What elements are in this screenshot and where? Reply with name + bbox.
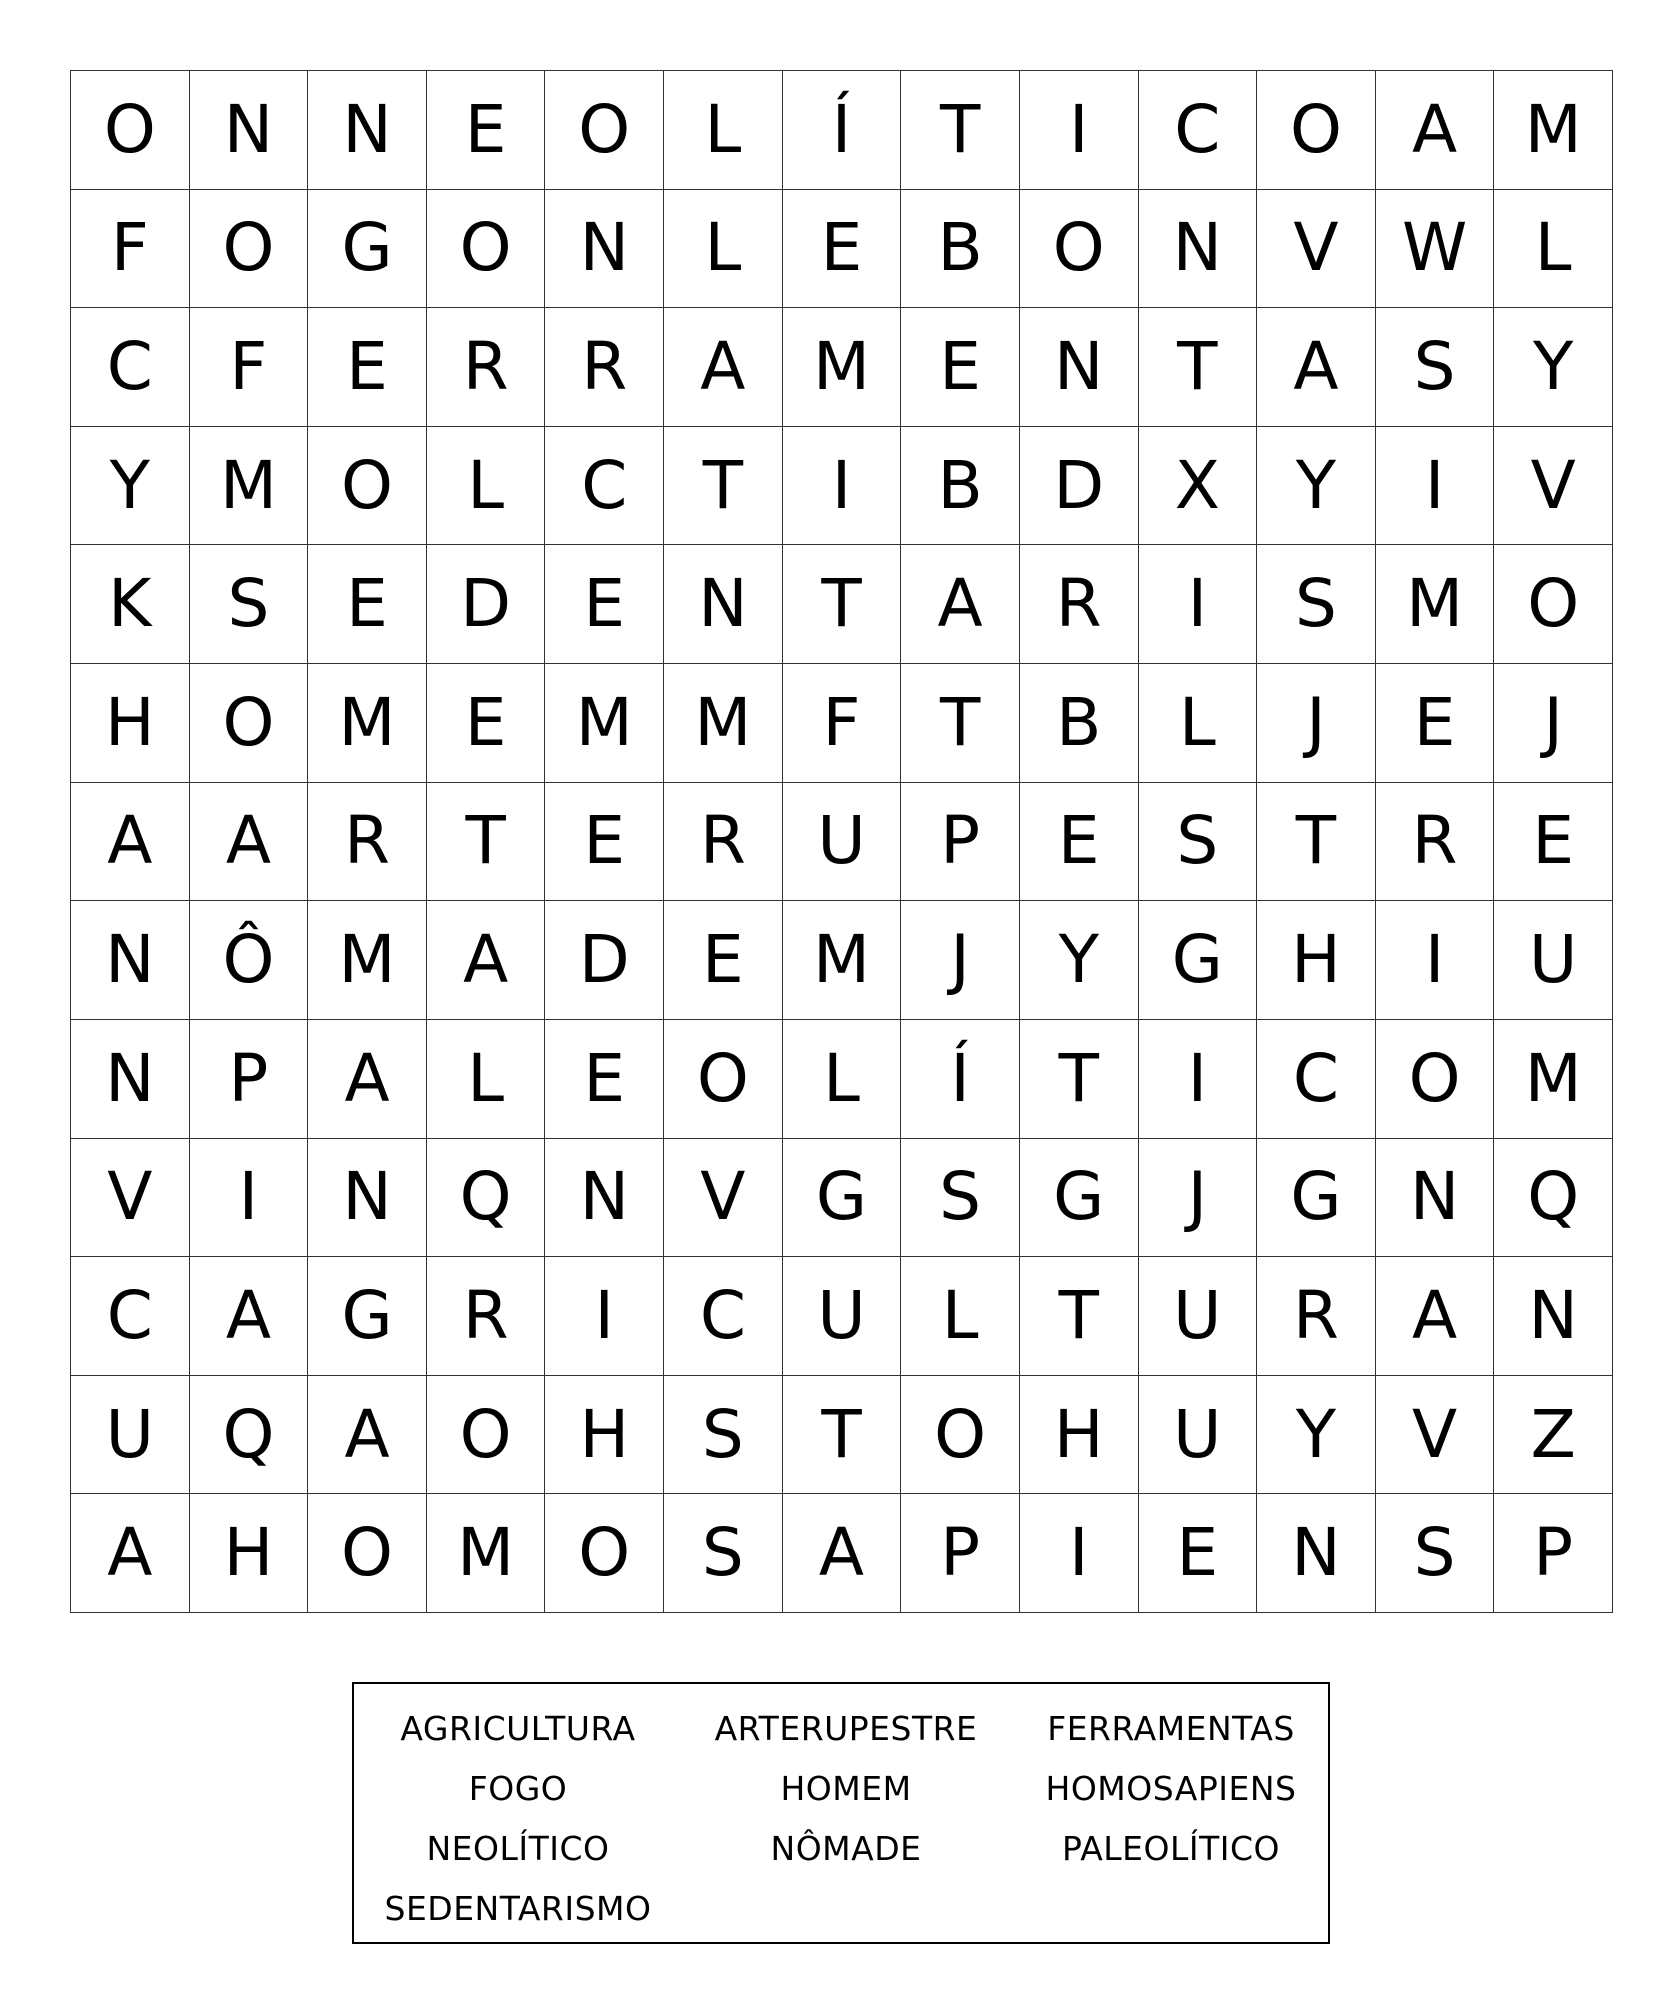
grid-cell-r4-c11[interactable]: Y	[1257, 427, 1376, 546]
grid-cell-r7-c10[interactable]: S	[1139, 783, 1258, 902]
grid-cell-r10-c7[interactable]: G	[783, 1139, 902, 1258]
grid-cell-r8-c12[interactable]: I	[1376, 901, 1495, 1020]
grid-cell-r2-c9[interactable]: O	[1020, 190, 1139, 309]
grid-cell-r5-c12[interactable]: M	[1376, 545, 1495, 664]
grid-cell-r3-c2[interactable]: F	[190, 308, 309, 427]
grid-cell-r12-c5[interactable]: H	[545, 1376, 664, 1495]
grid-cell-r7-c11[interactable]: T	[1257, 783, 1376, 902]
grid-cell-r12-c2[interactable]: Q	[190, 1376, 309, 1495]
grid-cell-r10-c13[interactable]: Q	[1494, 1139, 1613, 1258]
grid-cell-r5-c2[interactable]: S	[190, 545, 309, 664]
grid-cell-r12-c8[interactable]: O	[901, 1376, 1020, 1495]
grid-cell-r1-c7[interactable]: Í	[783, 71, 902, 190]
grid-cell-r3-c8[interactable]: E	[901, 308, 1020, 427]
grid-cell-r12-c6[interactable]: S	[664, 1376, 783, 1495]
grid-cell-r9-c5[interactable]: E	[545, 1020, 664, 1139]
grid-cell-r7-c9[interactable]: E	[1020, 783, 1139, 902]
grid-cell-r13-c1[interactable]: A	[71, 1494, 190, 1613]
word-list-item: HOMOSAPIENS	[1045, 1768, 1297, 1808]
grid-cell-r3-c7[interactable]: M	[783, 308, 902, 427]
grid-cell-r4-c9[interactable]: D	[1020, 427, 1139, 546]
grid-cell-r11-c11[interactable]: R	[1257, 1257, 1376, 1376]
grid-cell-r7-c3[interactable]: R	[308, 783, 427, 902]
grid-cell-r10-c12[interactable]: N	[1376, 1139, 1495, 1258]
grid-cell-r12-c9[interactable]: H	[1020, 1376, 1139, 1495]
grid-cell-r12-c13[interactable]: Z	[1494, 1376, 1613, 1495]
grid-cell-r8-c7[interactable]: M	[783, 901, 902, 1020]
word-list-item: SEDENTARISMO	[384, 1888, 652, 1928]
grid-cell-r9-c8[interactable]: Í	[901, 1020, 1020, 1139]
grid-cell-r12-c12[interactable]: V	[1376, 1376, 1495, 1495]
letter-grid	[70, 70, 1613, 1613]
word-list-item: HOMEM	[780, 1768, 912, 1808]
grid-cell-r7-c5[interactable]: E	[545, 783, 664, 902]
grid-cell-r5-c6[interactable]: N	[664, 545, 783, 664]
grid-cell-r4-c6[interactable]: T	[664, 427, 783, 546]
grid-cell-r2-c1[interactable]: F	[71, 190, 190, 309]
grid-cell-r4-c12[interactable]: I	[1376, 427, 1495, 546]
grid-cell-r2-c4[interactable]: O	[427, 190, 546, 309]
word-list-item: AGRICULTURA	[400, 1708, 636, 1748]
grid-cell-r3-c10[interactable]: T	[1139, 308, 1258, 427]
grid-cell-r13-c5[interactable]: O	[545, 1494, 664, 1613]
word-list-item: NÔMADE	[770, 1828, 922, 1868]
grid-cell-r6-c1[interactable]: H	[71, 664, 190, 783]
grid-cell-r11-c2[interactable]: A	[190, 1257, 309, 1376]
grid-cell-r12-c3[interactable]: A	[308, 1376, 427, 1495]
grid-cell-r2-c11[interactable]: V	[1257, 190, 1376, 309]
grid-cell-r10-c6[interactable]: V	[664, 1139, 783, 1258]
grid-cell-r13-c4[interactable]: M	[427, 1494, 546, 1613]
grid-cell-r9-c7[interactable]: L	[783, 1020, 902, 1139]
grid-cell-r10-c5[interactable]: N	[545, 1139, 664, 1258]
grid-cell-r4-c8[interactable]: B	[901, 427, 1020, 546]
grid-cell-r3-c12[interactable]: S	[1376, 308, 1495, 427]
grid-cell-r5-c7[interactable]: T	[783, 545, 902, 664]
grid-cell-r5-c10[interactable]: I	[1139, 545, 1258, 664]
grid-cell-r11-c9[interactable]: T	[1020, 1257, 1139, 1376]
grid-cell-r8-c8[interactable]: J	[901, 901, 1020, 1020]
grid-cell-r13-c10[interactable]: E	[1139, 1494, 1258, 1613]
grid-cell-r13-c8[interactable]: P	[901, 1494, 1020, 1613]
grid-cell-r4-c7[interactable]: I	[783, 427, 902, 546]
grid-cell-r4-c2[interactable]: M	[190, 427, 309, 546]
grid-cell-r3-c1[interactable]: C	[71, 308, 190, 427]
word-list-item: FERRAMENTAS	[1047, 1708, 1295, 1748]
grid-cell-r11-c12[interactable]: A	[1376, 1257, 1495, 1376]
grid-cell-r9-c12[interactable]: O	[1376, 1020, 1495, 1139]
grid-cell-r9-c10[interactable]: I	[1139, 1020, 1258, 1139]
grid-cell-r12-c1[interactable]: U	[71, 1376, 190, 1495]
grid-cell-r7-c4[interactable]: T	[427, 783, 546, 902]
grid-cell-r12-c4[interactable]: O	[427, 1376, 546, 1495]
grid-cell-r10-c10[interactable]: J	[1139, 1139, 1258, 1258]
grid-cell-r13-c6[interactable]: S	[664, 1494, 783, 1613]
grid-cell-r5-c1[interactable]: K	[71, 545, 190, 664]
grid-cell-r6-c13[interactable]: J	[1494, 664, 1613, 783]
grid-cell-r8-c6[interactable]: E	[664, 901, 783, 1020]
grid-cell-r7-c12[interactable]: R	[1376, 783, 1495, 902]
grid-cell-r9-c6[interactable]: O	[664, 1020, 783, 1139]
grid-cell-r10-c3[interactable]: N	[308, 1139, 427, 1258]
grid-cell-r11-c5[interactable]: I	[545, 1257, 664, 1376]
grid-cell-r4-c10[interactable]: X	[1139, 427, 1258, 546]
grid-cell-r13-c2[interactable]: H	[190, 1494, 309, 1613]
grid-cell-r3-c11[interactable]: A	[1257, 308, 1376, 427]
grid-cell-r10-c4[interactable]: Q	[427, 1139, 546, 1258]
grid-cell-r4-c1[interactable]: Y	[71, 427, 190, 546]
grid-cell-r8-c1[interactable]: N	[71, 901, 190, 1020]
grid-cell-r8-c13[interactable]: U	[1494, 901, 1613, 1020]
grid-cell-r8-c9[interactable]: Y	[1020, 901, 1139, 1020]
word-list-item: FOGO	[468, 1768, 568, 1808]
grid-cell-r1-c1[interactable]: O	[71, 71, 190, 190]
grid-cell-r12-c10[interactable]: U	[1139, 1376, 1258, 1495]
grid-cell-r1-c8[interactable]: T	[901, 71, 1020, 190]
word-list	[352, 1682, 1330, 1944]
grid-cell-r1-c9[interactable]: I	[1020, 71, 1139, 190]
grid-cell-r6-c12[interactable]: E	[1376, 664, 1495, 783]
grid-cell-r10-c2[interactable]: I	[190, 1139, 309, 1258]
grid-cell-r1-c5[interactable]: O	[545, 71, 664, 190]
grid-cell-r9-c9[interactable]: T	[1020, 1020, 1139, 1139]
grid-cell-r5-c5[interactable]: E	[545, 545, 664, 664]
grid-cell-r6-c9[interactable]: B	[1020, 664, 1139, 783]
grid-cell-r4-c5[interactable]: C	[545, 427, 664, 546]
grid-cell-r5-c11[interactable]: S	[1257, 545, 1376, 664]
grid-cell-r10-c1[interactable]: V	[71, 1139, 190, 1258]
grid-cell-r1-c13[interactable]: M	[1494, 71, 1613, 190]
grid-cell-r11-c4[interactable]: R	[427, 1257, 546, 1376]
grid-cell-r10-c11[interactable]: G	[1257, 1139, 1376, 1258]
grid-cell-r5-c9[interactable]: R	[1020, 545, 1139, 664]
grid-cell-r1-c10[interactable]: C	[1139, 71, 1258, 190]
grid-cell-r7-c8[interactable]: P	[901, 783, 1020, 902]
grid-cell-r2-c13[interactable]: L	[1494, 190, 1613, 309]
grid-cell-r3-c13[interactable]: Y	[1494, 308, 1613, 427]
grid-cell-r11-c7[interactable]: U	[783, 1257, 902, 1376]
grid-cell-r5-c4[interactable]: D	[427, 545, 546, 664]
grid-cell-r3-c6[interactable]: A	[664, 308, 783, 427]
grid-cell-r7-c13[interactable]: E	[1494, 783, 1613, 902]
grid-cell-r9-c11[interactable]: C	[1257, 1020, 1376, 1139]
grid-cell-r10-c9[interactable]: G	[1020, 1139, 1139, 1258]
grid-cell-r11-c3[interactable]: G	[308, 1257, 427, 1376]
grid-cell-r13-c11[interactable]: N	[1257, 1494, 1376, 1613]
grid-cell-r7-c6[interactable]: R	[664, 783, 783, 902]
grid-cell-r2-c5[interactable]: N	[545, 190, 664, 309]
grid-cell-r4-c13[interactable]: V	[1494, 427, 1613, 546]
grid-cell-r6-c6[interactable]: M	[664, 664, 783, 783]
grid-cell-r1-c4[interactable]: E	[427, 71, 546, 190]
grid-cell-r2-c8[interactable]: B	[901, 190, 1020, 309]
grid-cell-r2-c6[interactable]: L	[664, 190, 783, 309]
grid-cell-r2-c12[interactable]: W	[1376, 190, 1495, 309]
grid-cell-r6-c3[interactable]: M	[308, 664, 427, 783]
grid-cell-r9-c2[interactable]: P	[190, 1020, 309, 1139]
grid-cell-r13-c12[interactable]: S	[1376, 1494, 1495, 1613]
grid-cell-r12-c7[interactable]: T	[783, 1376, 902, 1495]
grid-cell-r6-c7[interactable]: F	[783, 664, 902, 783]
grid-cell-r6-c5[interactable]: M	[545, 664, 664, 783]
grid-cell-r2-c3[interactable]: G	[308, 190, 427, 309]
grid-cell-r5-c8[interactable]: A	[901, 545, 1020, 664]
grid-cell-r6-c10[interactable]: L	[1139, 664, 1258, 783]
grid-cell-r8-c5[interactable]: D	[545, 901, 664, 1020]
grid-cell-r6-c4[interactable]: E	[427, 664, 546, 783]
word-list-item: PALEOLÍTICO	[1061, 1828, 1281, 1868]
grid-cell-r3-c4[interactable]: R	[427, 308, 546, 427]
grid-cell-r12-c11[interactable]: Y	[1257, 1376, 1376, 1495]
word-list-item: NEOLÍTICO	[426, 1828, 610, 1868]
grid-cell-r11-c6[interactable]: C	[664, 1257, 783, 1376]
grid-cell-r11-c8[interactable]: L	[901, 1257, 1020, 1376]
grid-cell-r3-c3[interactable]: E	[308, 308, 427, 427]
grid-cell-r9-c3[interactable]: A	[308, 1020, 427, 1139]
grid-cell-r6-c11[interactable]: J	[1257, 664, 1376, 783]
grid-cell-r7-c1[interactable]: A	[71, 783, 190, 902]
word-list-item: ARTERUPESTRE	[714, 1708, 978, 1748]
grid-cell-r4-c3[interactable]: O	[308, 427, 427, 546]
grid-cell-r8-c10[interactable]: G	[1139, 901, 1258, 1020]
grid-cell-r11-c1[interactable]: C	[71, 1257, 190, 1376]
grid-cell-r9-c1[interactable]: N	[71, 1020, 190, 1139]
grid-cell-r8-c2[interactable]: Ô	[190, 901, 309, 1020]
grid-cell-r2-c7[interactable]: E	[783, 190, 902, 309]
grid-cell-r3-c5[interactable]: R	[545, 308, 664, 427]
grid-cell-r6-c8[interactable]: T	[901, 664, 1020, 783]
grid-cell-r1-c6[interactable]: L	[664, 71, 783, 190]
grid-cell-r10-c8[interactable]: S	[901, 1139, 1020, 1258]
grid-cell-r13-c9[interactable]: I	[1020, 1494, 1139, 1613]
grid-cell-r7-c7[interactable]: U	[783, 783, 902, 902]
grid-cell-r1-c12[interactable]: A	[1376, 71, 1495, 190]
grid-cell-r11-c10[interactable]: U	[1139, 1257, 1258, 1376]
grid-cell-r11-c13[interactable]: N	[1494, 1257, 1613, 1376]
grid-cell-r6-c2[interactable]: O	[190, 664, 309, 783]
grid-cell-r5-c13[interactable]: O	[1494, 545, 1613, 664]
grid-cell-r9-c13[interactable]: M	[1494, 1020, 1613, 1139]
grid-cell-r5-c3[interactable]: E	[308, 545, 427, 664]
grid-cell-r13-c3[interactable]: O	[308, 1494, 427, 1613]
grid-cell-r13-c13[interactable]: P	[1494, 1494, 1613, 1613]
grid-cell-r7-c2[interactable]: A	[190, 783, 309, 902]
grid-cell-r2-c2[interactable]: O	[190, 190, 309, 309]
grid-cell-r8-c11[interactable]: H	[1257, 901, 1376, 1020]
grid-cell-r9-c4[interactable]: L	[427, 1020, 546, 1139]
grid-cell-r2-c10[interactable]: N	[1139, 190, 1258, 309]
grid-cell-r13-c7[interactable]: A	[783, 1494, 902, 1613]
grid-cell-r1-c11[interactable]: O	[1257, 71, 1376, 190]
grid-cell-r1-c3[interactable]: N	[308, 71, 427, 190]
grid-cell-r8-c4[interactable]: A	[427, 901, 546, 1020]
grid-cell-r4-c4[interactable]: L	[427, 427, 546, 546]
grid-cell-r8-c3[interactable]: M	[308, 901, 427, 1020]
grid-cell-r1-c2[interactable]: N	[190, 71, 309, 190]
grid-cell-r3-c9[interactable]: N	[1020, 308, 1139, 427]
